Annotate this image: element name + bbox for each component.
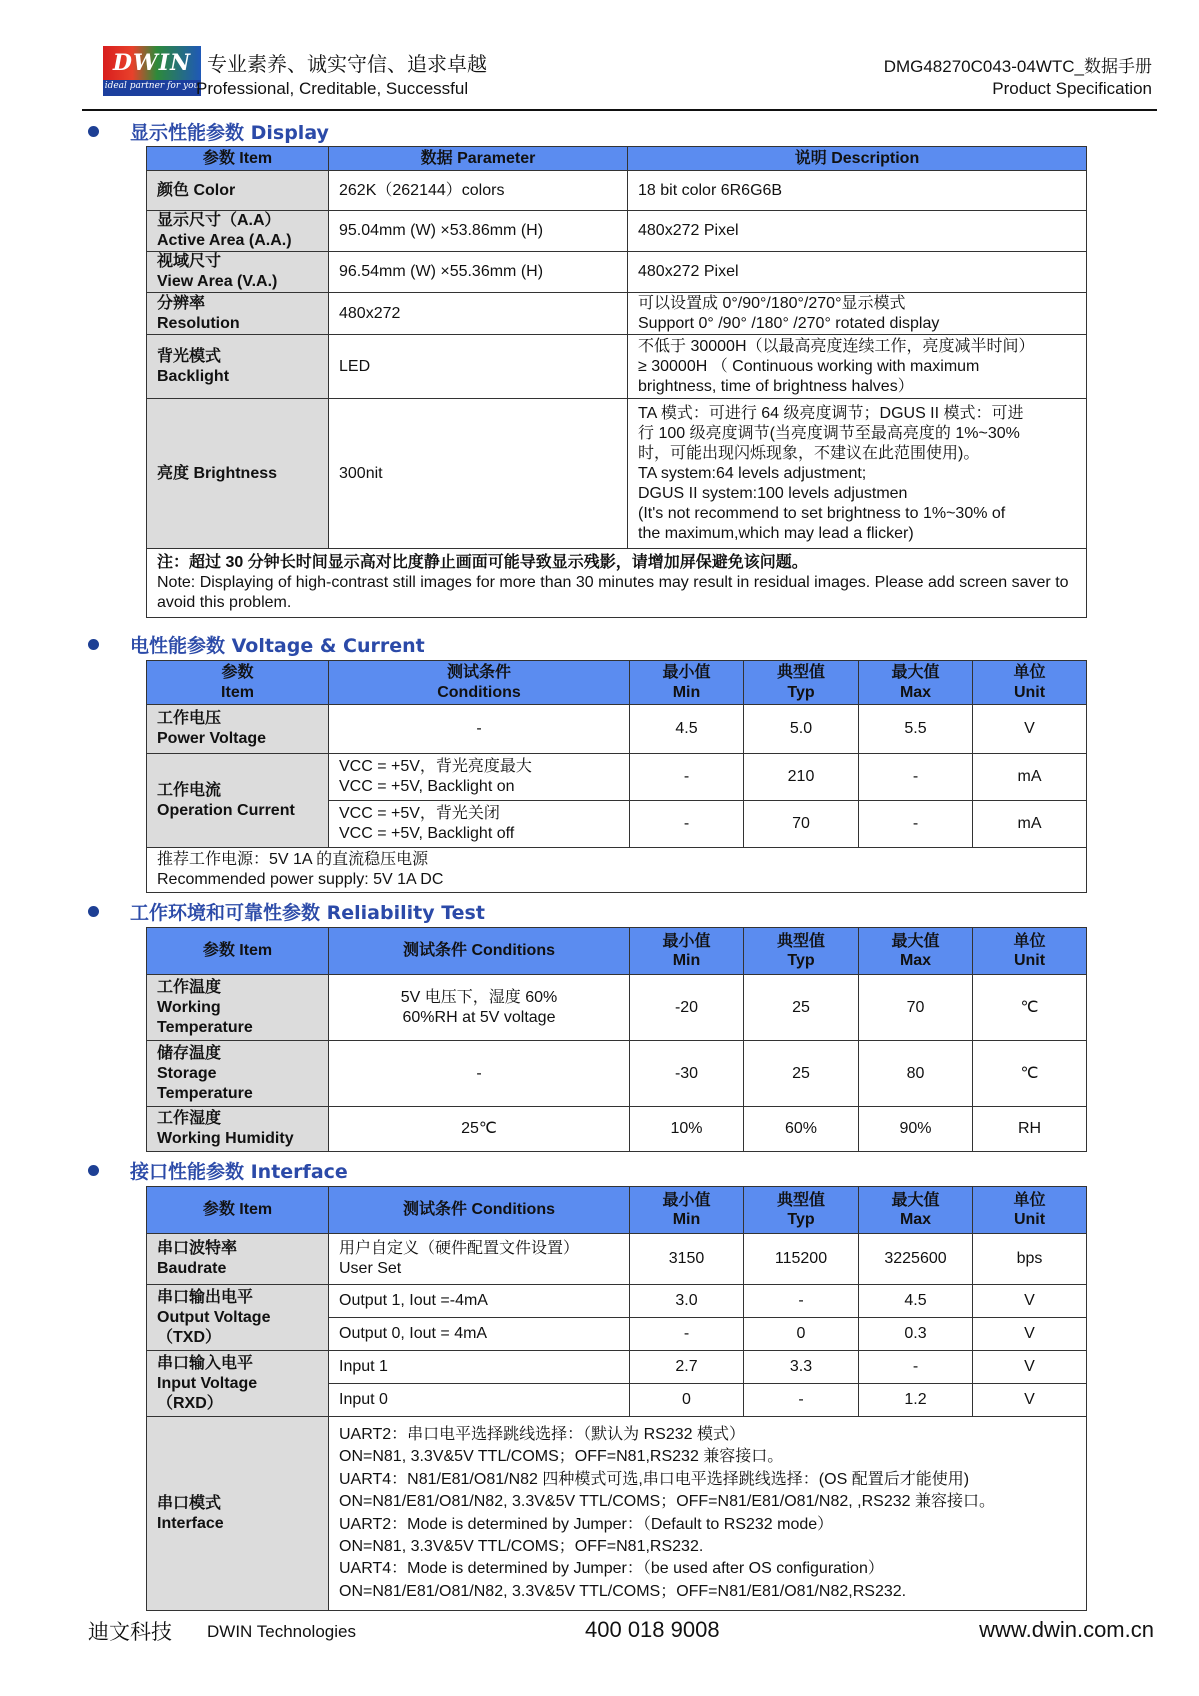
note-row: [147, 848, 1087, 893]
cell-unit: V: [973, 1285, 1087, 1318]
cell-max: -: [859, 801, 973, 848]
cell-typ: 60%: [744, 1107, 859, 1152]
cell-typ: 115200: [744, 1234, 859, 1285]
table-row: [147, 754, 1087, 801]
cell-conditions: 5V 电压下，湿度 60% 60%RH at 5V voltage: [329, 975, 630, 1041]
row-label: 分辨率 Resolution: [147, 293, 329, 335]
col-header-item: 参数 Item: [147, 1187, 329, 1234]
section-reliability-heading: 工作环境和可靠性参数 Reliability Test: [88, 898, 485, 924]
row-label: 串口输出电平 Output Voltage （TXD）: [147, 1285, 329, 1351]
cell-conditions: Input 1: [329, 1351, 630, 1384]
row-label: 工作湿度 Working Humidity: [147, 1107, 329, 1152]
cell-max: 1.2: [859, 1384, 973, 1417]
voltage-note: 推荐工作电源：5V 1A 的直流稳压电源 Recommended power supply: 5V 1A DC: [147, 848, 1087, 893]
col-header-typ: 典型值 Typ: [744, 1187, 859, 1234]
cell-interface-mode: UART2：串口电平选择跳线选择：（默认为 RS232 模式） ON=N81, 3.3V&5V TTL/COMS；OFF=N81,RS232 兼容接口。 UART4：N81/E81/O81/N82 四种模式可选,串口电平选择跳线选择：(OS 配置后才能使用) ON=N81/E81/O81/N82, 3.3V&5V TTL/COMS；OFF=N81/E81/O81/N82, ,RS232 兼容接口。 UART2：Mode is determined by Jumper：（Default to RS232 mode） ON=N81, 3.3V&5V TTL/COMS；OFF=N81,RS232. UART4：Mode is determined by Jumper：（be used after OS configuration） ON=N81/E81/O81/N82, 3.3V&5V TTL/COMS；OFF=N81/E81/O81/N82,RS232.: [329, 1417, 1087, 1611]
section-voltage-heading: 电性能参数 Voltage & Current: [88, 631, 425, 657]
footer-phone: 400 018 9008: [585, 1617, 720, 1642]
cell-conditions: 25℃: [329, 1107, 630, 1152]
table-header-row: [147, 147, 1087, 171]
col-header-typ: 典型值 Typ: [744, 928, 859, 975]
cell-description: 18 bit color 6R6G6B: [628, 171, 1087, 211]
row-label: 显示尺寸（A.A） Active Area (A.A.): [147, 211, 329, 252]
dwin-logo: DWIN ideal partner for you: [103, 46, 201, 96]
bullet-icon: [88, 1165, 99, 1176]
row-label: 工作电压 Power Voltage: [147, 705, 329, 754]
row-label: 亮度 Brightness: [147, 399, 329, 549]
cell-unit: V: [973, 1351, 1087, 1384]
document-subtitle: Product Specification: [992, 79, 1152, 98]
cell-conditions: -: [329, 1041, 630, 1107]
slogan-english: Professional, Creditable, Successful: [196, 79, 469, 98]
cell-max: -: [859, 754, 973, 801]
cell-typ: 3.3: [744, 1351, 859, 1384]
table-row: [147, 1351, 1087, 1384]
table-row: [147, 211, 1087, 252]
col-header-max: 最大值 Max: [859, 1187, 973, 1234]
page-footer: [0, 1612, 1199, 1652]
table-header-row: [147, 661, 1087, 705]
table-row: [147, 335, 1087, 399]
col-header-min: 最小值 Min: [630, 1187, 744, 1234]
cell-min: 4.5: [630, 705, 744, 754]
row-label: 串口输入电平 Input Voltage （RXD）: [147, 1351, 329, 1417]
table-header-row: [147, 928, 1087, 975]
cell-typ: 25: [744, 975, 859, 1041]
cell-unit: ℃: [973, 1041, 1087, 1107]
col-header-typ: 典型值 Typ: [744, 661, 859, 705]
cell-conditions: 用户自定义（硬件配置文件设置） User Set: [329, 1234, 630, 1285]
table-row: [147, 171, 1087, 211]
table-row: [147, 975, 1087, 1041]
col-header-max: 最大值 Max: [859, 928, 973, 975]
voltage-table: [146, 660, 1087, 893]
cell-max: 0.3: [859, 1318, 973, 1351]
table-row: [147, 1107, 1087, 1152]
row-label: 储存温度 Storage Temperature: [147, 1041, 329, 1107]
note-row: [147, 549, 1087, 618]
cell-unit: V: [973, 1318, 1087, 1351]
cell-unit: ℃: [973, 975, 1087, 1041]
row-label: 串口波特率 Baudrate: [147, 1234, 329, 1285]
cell-conditions: Input 0: [329, 1384, 630, 1417]
cell-unit: V: [973, 705, 1087, 754]
bullet-icon: [88, 906, 99, 917]
section-interface-heading: 接口性能参数 Interface: [88, 1157, 348, 1183]
cell-max: -: [859, 1351, 973, 1384]
col-header-parameter: 数据 Parameter: [329, 147, 628, 171]
cell-max: 70: [859, 975, 973, 1041]
cell-max: 4.5: [859, 1285, 973, 1318]
footer-website: www.dwin.com.cn: [979, 1617, 1154, 1642]
cell-typ: 5.0: [744, 705, 859, 754]
table-row: [147, 1234, 1087, 1285]
col-header-conditions: 测试条件 Conditions: [329, 1187, 630, 1234]
cell-max: 3225600: [859, 1234, 973, 1285]
cell-typ: -: [744, 1384, 859, 1417]
cell-description: TA 模式：可进行 64 级亮度调节；DGUS II 模式：可进 行 100 级亮度调节(当亮度调节至最高亮度的 1%~30% 时，可能出现闪烁现象，不建议在此范围使用)。 TA system:64 levels adjustment; DGUS II system:100 levels adjustmen (It's not recommend to set brightness to 1%~30% of the maximum,which may lead a flicker): [628, 399, 1087, 549]
cell-typ: 70: [744, 801, 859, 848]
cell-min: -: [630, 801, 744, 848]
table-row: [147, 399, 1087, 549]
footer-company-en: DWIN Technologies: [207, 1622, 356, 1641]
cell-min: 2.7: [630, 1351, 744, 1384]
cell-min: 10%: [630, 1107, 744, 1152]
row-label: 工作电流 Operation Current: [147, 754, 329, 848]
col-header-conditions: 测试条件 Conditions: [329, 928, 630, 975]
table-header-row: [147, 1187, 1087, 1234]
cell-unit: mA: [973, 801, 1087, 848]
cell-parameter: LED: [329, 335, 628, 399]
table-row: [147, 1041, 1087, 1107]
cell-min: 3150: [630, 1234, 744, 1285]
row-label: 背光模式 Backlight: [147, 335, 329, 399]
cell-parameter: 480x272: [329, 293, 628, 335]
cell-min: 0: [630, 1384, 744, 1417]
section-display-heading: 显示性能参数 Display: [88, 118, 329, 144]
interface-table: [146, 1186, 1087, 1611]
cell-parameter: 300nit: [329, 399, 628, 549]
bullet-icon: [88, 639, 99, 650]
cell-max: 90%: [859, 1107, 973, 1152]
cell-conditions: Output 1, Iout =-4mA: [329, 1285, 630, 1318]
cell-max: 80: [859, 1041, 973, 1107]
table-row: [147, 293, 1087, 335]
table-row: [147, 705, 1087, 754]
reliability-table: [146, 927, 1087, 1152]
table-row: [147, 252, 1087, 293]
display-note: 注：超过 30 分钟长时间显示高对比度静止画面可能导致显示残影，请增加屏保避免该问题。 Note: Displaying of high-contrast still images for more than 30 minutes may result in residual images. Please add screen saver to avoid this problem.: [147, 549, 1087, 618]
cell-conditions: VCC = +5V，背光关闭 VCC = +5V, Backlight off: [329, 801, 630, 848]
cell-description: 不低于 30000H（以最高亮度连续工作，亮度减半时间） ≥ 30000H （ Continuous working with maximum brightness, time of brightness halves）: [628, 335, 1087, 399]
col-header-item: 参数 Item: [147, 147, 329, 171]
cell-min: -20: [630, 975, 744, 1041]
cell-conditions: -: [329, 705, 630, 754]
cell-typ: 210: [744, 754, 859, 801]
cell-parameter: 262K（262144）colors: [329, 171, 628, 211]
cell-unit: mA: [973, 754, 1087, 801]
cell-description: 480x272 Pixel: [628, 252, 1087, 293]
col-header-min: 最小值 Min: [630, 661, 744, 705]
bullet-icon: [88, 126, 99, 137]
col-header-description: 说明 Description: [628, 147, 1087, 171]
cell-min: 3.0: [630, 1285, 744, 1318]
cell-description: 可以设置成 0°/90°/180°/270°显示模式 Support 0° /90° /180° /270° rotated display: [628, 293, 1087, 335]
cell-unit: bps: [973, 1234, 1087, 1285]
col-header-unit: 单位 Unit: [973, 928, 1087, 975]
cell-conditions: Output 0, Iout = 4mA: [329, 1318, 630, 1351]
col-header-max: 最大值 Max: [859, 661, 973, 705]
cell-conditions: VCC = +5V，背光亮度最大 VCC = +5V, Backlight on: [329, 754, 630, 801]
row-label: 视域尺寸 View Area (V.A.): [147, 252, 329, 293]
col-header-unit: 单位 Unit: [973, 1187, 1087, 1234]
table-row: [147, 1417, 1087, 1611]
cell-description: 480x272 Pixel: [628, 211, 1087, 252]
row-label: 工作温度 Working Temperature: [147, 975, 329, 1041]
row-label: 串口模式 Interface: [147, 1417, 329, 1611]
cell-min: -: [630, 754, 744, 801]
header-divider: [82, 109, 1157, 111]
table-row: [147, 1285, 1087, 1318]
cell-min: -30: [630, 1041, 744, 1107]
page-header: [0, 0, 1199, 116]
col-header-conditions: 测试条件 Conditions: [329, 661, 630, 705]
cell-typ: -: [744, 1285, 859, 1318]
cell-parameter: 95.04mm (W) ×53.86mm (H): [329, 211, 628, 252]
cell-parameter: 96.54mm (W) ×55.36mm (H): [329, 252, 628, 293]
display-table: [146, 146, 1087, 618]
row-label: 颜色 Color: [147, 171, 329, 211]
cell-unit: V: [973, 1384, 1087, 1417]
document-title: DMG48270C043-04WTC_数据手册: [883, 57, 1152, 76]
col-header-unit: 单位 Unit: [973, 661, 1087, 705]
slogan-chinese: 专业素养、诚实守信、追求卓越: [207, 52, 487, 76]
col-header-min: 最小值 Min: [630, 928, 744, 975]
col-header-item: 参数 Item: [147, 928, 329, 975]
cell-max: 5.5: [859, 705, 973, 754]
col-header-item: 参数 Item: [147, 661, 329, 705]
cell-typ: 0: [744, 1318, 859, 1351]
cell-unit: RH: [973, 1107, 1087, 1152]
cell-typ: 25: [744, 1041, 859, 1107]
cell-min: -: [630, 1318, 744, 1351]
footer-company-cn: 迪文科技: [88, 1620, 172, 1644]
